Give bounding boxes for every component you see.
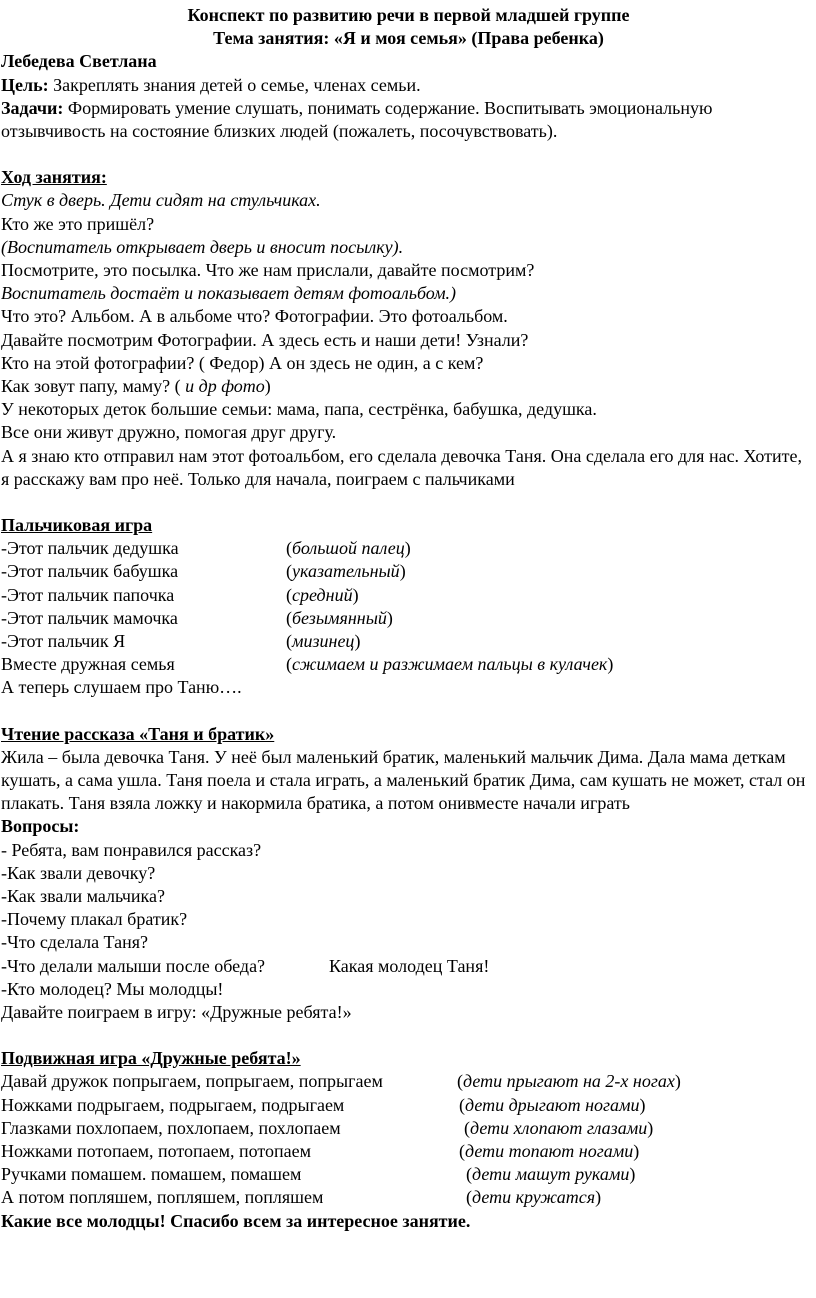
game-row	[1, 560, 816, 583]
game-row	[1, 607, 816, 630]
game-invite-line: Давайте поиграем в игру: «Дружные ребята!»	[1, 1002, 352, 1023]
game-row-hint-text: дети хлопают глазами	[470, 1117, 648, 1138]
game-row-hint-text: указательный	[292, 561, 400, 582]
game-row-text: Ножками потопаем, потопаем, потопаем	[1, 1140, 312, 1161]
lesson-line: Все они живут дружно, помогая друг другу.	[1, 422, 337, 443]
game-row	[1, 630, 816, 653]
goal-text: Закреплять знания детей о семье, членах семьи.	[48, 74, 421, 95]
lesson-line: Кто же это пришёл?	[1, 213, 155, 234]
game-row-text: Давай дружок попрыгаем, попрыгаем, попрыгаем	[1, 1071, 383, 1092]
game-row	[1, 537, 816, 560]
game-row-hint-text: сжимаем и разжимаем пальцы в кулачек	[292, 654, 608, 675]
game-row	[1, 1163, 816, 1186]
lesson-line: (Воспитатель открывает дверь и вносит посылку).	[1, 236, 404, 257]
game-row-hint: (дети машут руками)	[466, 1164, 636, 1185]
question-text: -Что делали малыши после обеда?	[1, 955, 266, 976]
question-line: -Как звали мальчика?	[1, 886, 166, 907]
finger-game-rows	[1, 537, 816, 676]
game-row	[1, 584, 816, 607]
game-row-text: А потом попляшем, попляшем, попляшем	[1, 1187, 324, 1208]
finger-game-outro: А теперь слушаем про Таню….	[1, 677, 242, 698]
game-row-text: -Этот пальчик бабушка	[1, 561, 179, 582]
name-question-before: Как зовут папу, маму? (	[1, 376, 186, 397]
question-row	[1, 955, 816, 978]
game-row-text: Ножками подрыгаем, подрыгаем, подрыгаем	[1, 1094, 345, 1115]
lesson-paragraph: А я знаю кто отправил нам этот фотоальбом, его сделала девочка Таня. Она сделала его для нас. Хотите, я расскажу вам про неё. Только для начала, поиграем с пальчиками	[1, 445, 803, 489]
game-row-text: Глазками похлопаем, похлопаем, похлопаем	[1, 1117, 341, 1138]
game-row-hint: (мизинец)	[286, 631, 361, 652]
questions-list	[1, 839, 816, 955]
lesson-line: У некоторых деток большие семьи: мама, папа, сестрёнка, бабушка, дедушка.	[1, 399, 597, 420]
game-row	[1, 1186, 816, 1209]
lesson-line: Давайте посмотрим Фотографии. А здесь есть и наши дети! Узнали?	[1, 329, 529, 350]
active-game-heading: Подвижная игра «Дружные ребята!»	[1, 1048, 301, 1069]
active-game-rows	[1, 1070, 816, 1209]
game-row	[1, 1094, 816, 1117]
game-row-hint: (средний)	[286, 584, 359, 605]
question-line: - Ребята, вам понравился рассказ?	[1, 839, 262, 860]
game-row-hint-text: средний	[292, 584, 353, 605]
game-row-hint: (дети кружатся)	[466, 1187, 602, 1208]
name-question-after: )	[264, 376, 271, 397]
goal-line	[1, 74, 816, 97]
game-row-hint: (дети дрыгают ногами)	[459, 1094, 646, 1115]
game-row-hint-text: дети кружатся	[472, 1187, 596, 1208]
lesson-line: Посмотрите, это посылка. Что же нам прислали, давайте посмотрим?	[1, 260, 535, 281]
game-row-hint: (указательный)	[286, 561, 406, 582]
game-row-hint-text: безымянный	[292, 607, 387, 628]
game-row-text: -Этот пальчик папочка	[1, 584, 175, 605]
game-row-text: -Этот пальчик Я	[1, 631, 126, 652]
game-row-hint: (безымянный)	[286, 607, 393, 628]
name-question-italic: и др фото	[185, 376, 265, 397]
game-row-hint-text: дети машут руками	[472, 1164, 630, 1185]
lesson-line: Стук в дверь. Дети сидят на стульчиках.	[1, 190, 321, 211]
game-row	[1, 1070, 816, 1093]
tasks-label: Задачи:	[1, 97, 64, 118]
game-row-hint: (дети хлопают глазами)	[464, 1117, 654, 1138]
lesson-lines	[1, 189, 816, 375]
author-name: Лебедева Светлана	[1, 51, 157, 72]
question-line: -Почему плакал братик?	[1, 909, 188, 930]
closing-line: Какие все молодцы! Спасибо всем за интересное занятие.	[1, 1210, 471, 1231]
reading-heading: Чтение рассказа «Таня и братик»	[1, 723, 275, 744]
game-row-hint-text: дети дрыгают ногами	[465, 1094, 640, 1115]
game-row-hint-text: дети топают ногами	[465, 1140, 634, 1161]
lesson-topic: Тема занятия: «Я и моя семья» (Права ребенка)	[213, 28, 604, 49]
game-row	[1, 1140, 816, 1163]
praise-text: Какая молодец Таня!	[329, 955, 490, 976]
game-row-hint: (большой палец)	[286, 538, 411, 559]
questions-label: Вопросы:	[1, 816, 80, 837]
lesson-line: Что это? Альбом. А в альбоме что? Фотографии. Это фотоальбом.	[1, 306, 508, 327]
tasks-paragraph	[1, 97, 816, 143]
document-title: Конспект по развитию речи в первой младшей группе	[187, 5, 630, 25]
question-line: -Что сделала Таня?	[1, 932, 148, 953]
game-row-text: -Этот пальчик мамочка	[1, 607, 178, 628]
game-row-text: -Этот пальчик дедушка	[1, 538, 179, 559]
game-row-hint-text: большой палец	[292, 538, 405, 559]
game-row	[1, 653, 816, 676]
game-row-text: Ручками помашем. помашем, помашем	[1, 1164, 302, 1185]
game-row-hint: (дети топают ногами)	[459, 1140, 640, 1161]
lesson-line: Кто на этой фотографии? ( Федор) А он здесь не один, а с кем?	[1, 352, 484, 373]
game-row-hint: (сжимаем и разжимаем пальцы в кулачек)	[286, 654, 614, 675]
goal-label: Цель:	[1, 74, 49, 95]
game-row-hint-text: дети прыгают на 2-х ногах	[463, 1071, 675, 1092]
lesson-line: Воспитатель достаёт и показывает детям фотоальбом.)	[1, 283, 457, 304]
tasks-text: Формировать умение слушать, понимать содержание. Воспитывать эмоциональную отзывчивость на состояние близких людей (пожалеть, посочувствовать).	[1, 97, 713, 142]
game-row-hint: (дети прыгают на 2-х ногах)	[457, 1071, 681, 1092]
question-line: -Как звали девочку?	[1, 862, 156, 883]
story-paragraph: Жила – была девочка Таня. У неё был маленький братик, маленький мальчик Дима. Дала мама деткам кушать, а сама ушла. Таня поела и стала играть, а маленький братик Дима, сам кушать не может, стал он плакать. Таня взяла ложку и накормила братика, а потом онивместе начали играть	[1, 746, 806, 814]
game-row-text: Вместе дружная семья	[1, 654, 175, 675]
finger-game-heading: Пальчиковая игра	[1, 515, 153, 536]
name-question-line	[1, 375, 816, 398]
game-row	[1, 1117, 816, 1140]
lesson-heading: Ход занятия:	[1, 167, 107, 188]
question-line: -Кто молодец? Мы молодцы!	[1, 978, 224, 999]
game-row-hint-text: мизинец	[292, 631, 355, 652]
